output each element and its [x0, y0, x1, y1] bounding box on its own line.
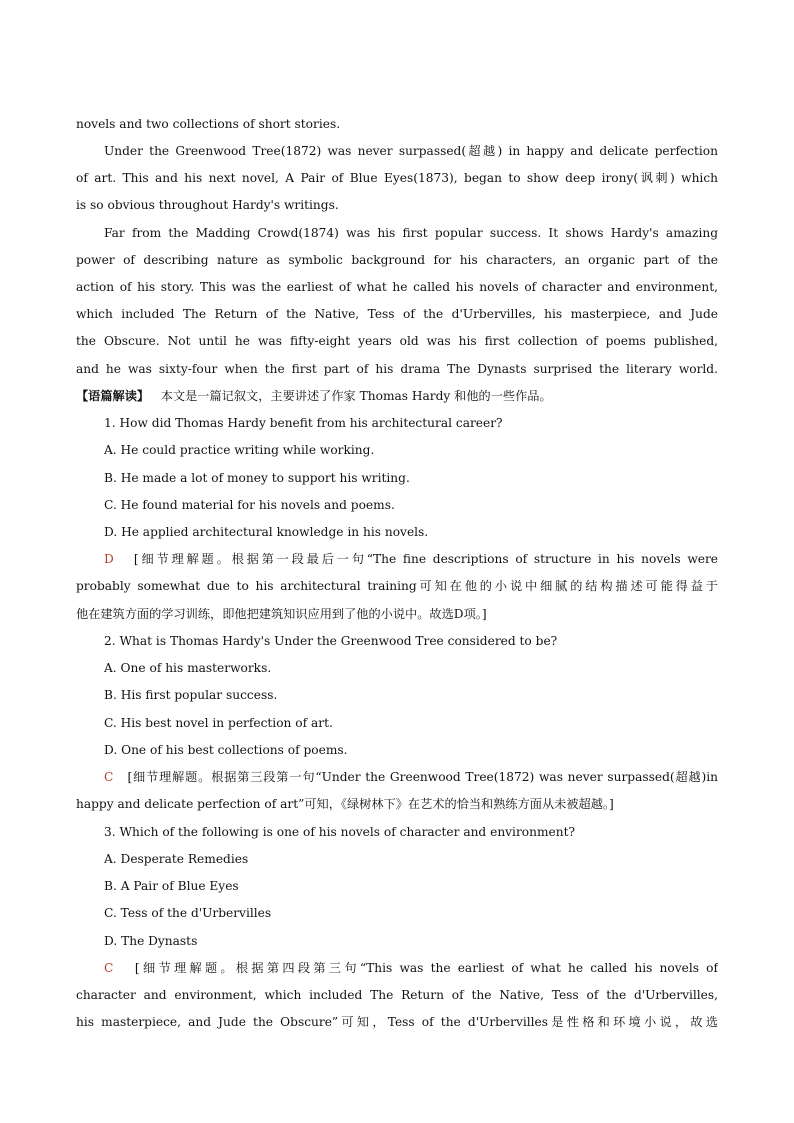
option-b: B. A Pair of Blue Eyes [104, 879, 239, 893]
analysis-label: 【语篇解读】 [76, 389, 150, 403]
explanation-line: happy and delicate perfection of art”可知，《绿树林下》在艺术的恰当和熟练方面从未被超越。] [76, 797, 614, 811]
explanation-line: his masterpiece, and Jude the Obscure”可知，Tess of the d'Urbervilles是性格和环境小说，故选 [76, 1015, 718, 1029]
explanation-line [104, 549, 718, 569]
explanation-line: probably somewhat due to his architectural training可知在他的小说中细腻的结构描述可能得益于 [76, 579, 718, 593]
question-stem: 1. How did Thomas Hardy benefit from his architectural career? [104, 416, 503, 430]
passage-line: action of his story. This was the earliest of what he called his novels of character and environment, [76, 280, 718, 294]
option-d: D. The Dynasts [104, 934, 198, 948]
text-column [76, 114, 718, 1054]
explanation-line: character and environment, which included The Return of the Native, Tess of the d'Urbervilles, [76, 988, 718, 1002]
passage-line: and he was sixty-four when the first part of his drama The Dynasts surprised the literary world. [76, 362, 718, 376]
passage-line: is so obvious throughout Hardy's writings. [76, 198, 339, 212]
question-stem: 3. Which of the following is one of his novels of character and environment? [104, 825, 576, 839]
passage-line: Far from the Madding Crowd(1874) was his first popular success. It shows Hardy's amazing [104, 226, 718, 240]
answer-letter: D [104, 552, 114, 566]
passage-line: the Obscure. Not until he was fifty-eight years old was his first collection of poems published, [76, 334, 718, 348]
explanation-text: [细节理解题。根据第四段第三句“This was the earliest of what he called his novels of [134, 961, 718, 975]
explanation-line [104, 767, 718, 787]
answer-letter: C [104, 770, 114, 784]
option-c: C. He found material for his novels and poems. [104, 498, 395, 512]
explanation-text: [细节理解题。根据第一段最后一句“The fine descriptions of structure in his novels were [133, 552, 718, 566]
passage-line: power of describing nature as symbolic background for his characters, an organic part of the [76, 253, 718, 267]
analysis-line [76, 386, 718, 406]
option-b: B. He made a lot of money to support his writing. [104, 471, 410, 485]
question-stem: 2. What is Thomas Hardy's Under the Greenwood Tree considered to be? [104, 634, 558, 648]
option-c: C. Tess of the d'Urbervilles [104, 906, 272, 920]
option-b: B. His first popular success. [104, 688, 278, 702]
explanation-text: [细节理解题。根据第三段第一句“Under the Greenwood Tree(1872) was never surpassed(超越)in [127, 770, 718, 784]
analysis-text: 本文是一篇记叙文，主要讲述了作家 Thomas Hardy 和他的一些作品。 [160, 389, 552, 403]
option-d: D. One of his best collections of poems. [104, 743, 348, 757]
passage-line: novels and two collections of short stories. [76, 117, 341, 131]
passage-line: Under the Greenwood Tree(1872) was never surpassed(超越) in happy and delicate perfection [104, 144, 718, 158]
answer-letter: C [104, 961, 114, 975]
passage-line: which included The Return of the Native, Tess of the d'Urbervilles, his masterpiece, and Jude [76, 307, 718, 321]
option-d: D. He applied architectural knowledge in his novels. [104, 525, 429, 539]
option-a: A. One of his masterworks. [104, 661, 272, 675]
option-a: A. Desperate Remedies [104, 852, 249, 866]
explanation-line: 他在建筑方面的学习训练，即他把建筑知识应用到了他的小说中。故选D项。] [76, 607, 487, 621]
explanation-line [104, 958, 718, 978]
option-a: A. He could practice writing while working. [104, 443, 375, 457]
option-c: C. His best novel in perfection of art. [104, 716, 333, 730]
passage-line: of art. This and his next novel, A Pair of Blue Eyes(1873), began to show deep irony(讽刺) which [76, 171, 718, 185]
